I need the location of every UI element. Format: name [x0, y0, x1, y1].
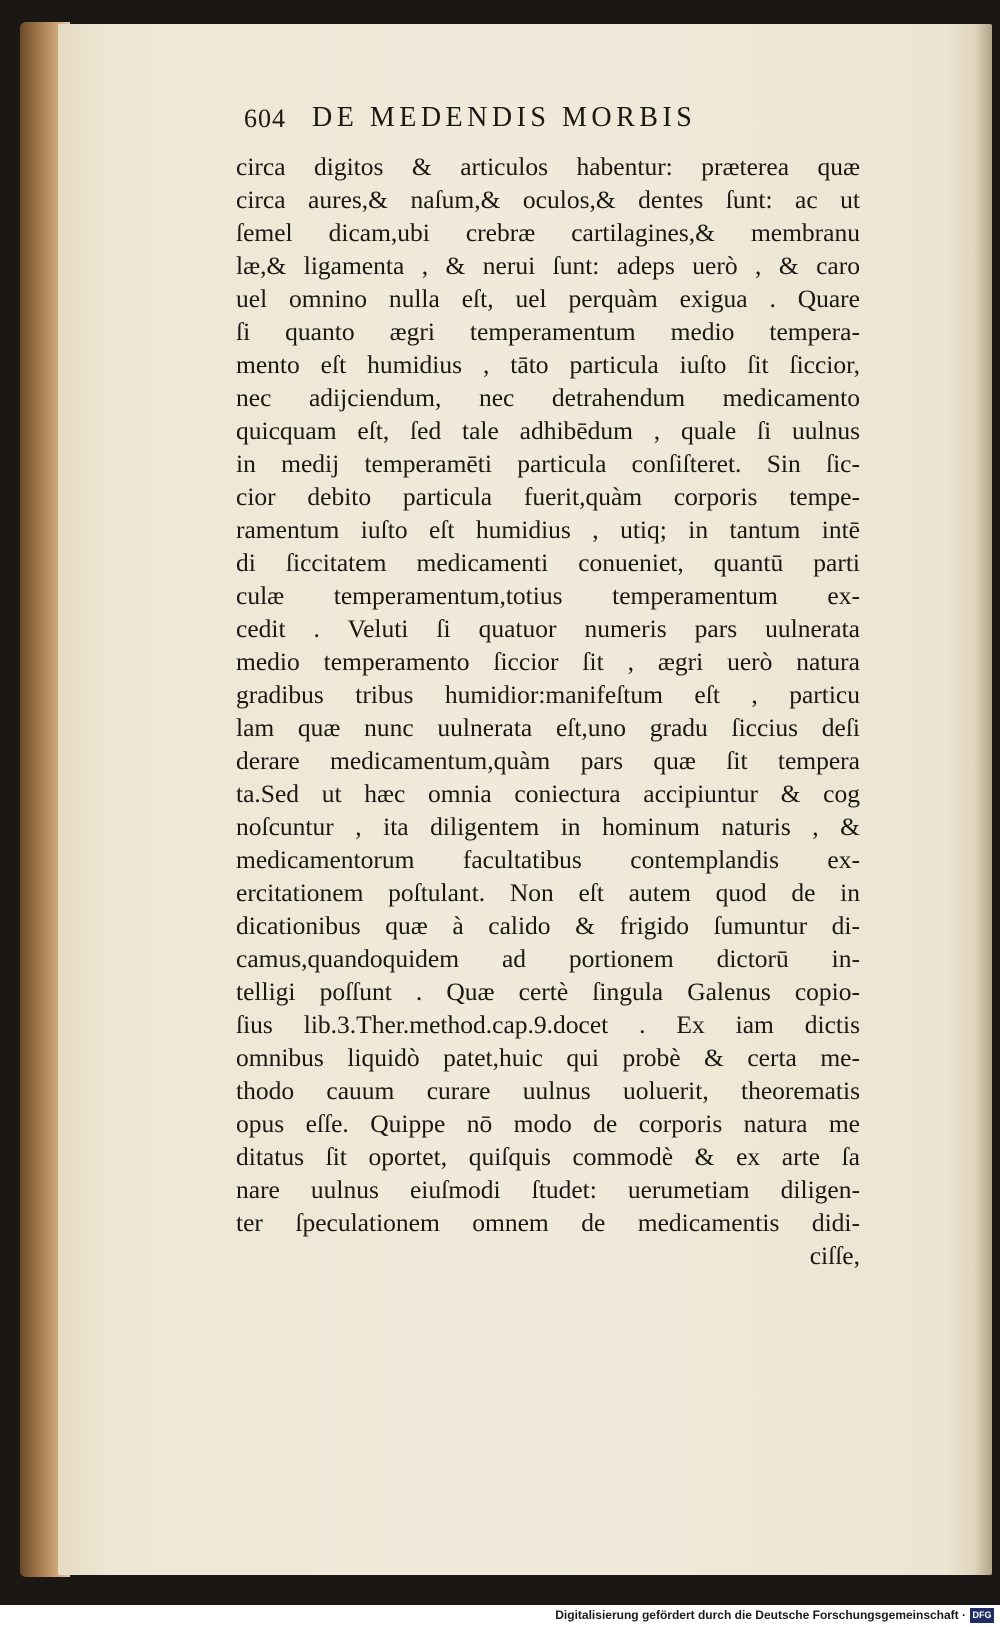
text-line: circa digitos & articulos habentur: prætereа quæ	[236, 152, 860, 181]
text-line: culæ temperamentum,totius temperamentum ex-	[236, 581, 860, 610]
page-header	[244, 100, 860, 144]
text-line: gradibus tribus humidior:manifeſtum eſt , particu	[236, 680, 860, 709]
page-gutter-shadow	[974, 24, 992, 1575]
text-line: cedit . Veluti ſi quatuor numeris pars uulnerata	[236, 614, 860, 643]
text-line: ter ſpeculationem omnem de medicamentis didi-	[236, 1208, 860, 1237]
text-line: noſcuntur , ita diligentem in hominum naturis , &	[236, 812, 860, 841]
text-line: camus,quandoquidem ad portionem dictorū in-	[236, 944, 860, 973]
text-line: medicamentorum facultatibus contemplandis ex-	[236, 845, 860, 874]
body-text	[236, 150, 860, 1272]
text-line: ſi quanto ægri temperamentum medio tempera-	[236, 317, 860, 346]
text-line: thodo cauum curare uulnus uoluerit, theorematis	[236, 1076, 860, 1105]
text-line: lam quæ nunc uulnerata eſt,uno gradu ſiccius deſi	[236, 713, 860, 742]
text-line: uel omnino nulla eſt, uel perquàm exigua . Quare	[236, 284, 860, 313]
text-line: nare uulnus eiuſmodi ſtudet: uerumetiam diligen-	[236, 1175, 860, 1204]
text-line: dicationibus quæ à calido & frigido ſumuntur di-	[236, 911, 860, 940]
text-line: di ſiccitatem medicamenti conueniet, quantū parti	[236, 548, 860, 577]
text-line: nec adijciendum, nec detrahendum medicamento	[236, 383, 860, 412]
funding-credit: Digitalisierung gefördert durch die Deutsche Forschungsgemeinschaft ·	[555, 1608, 966, 1622]
text-line: cior debito particula fuerit,quàm corporis tempe-	[236, 482, 860, 511]
text-line: quicquam eſt, ſed tale adhibēdum , quale ſi uulnus	[236, 416, 860, 445]
text-line: ſius lib.3.Ther.method.cap.9.docet . Ex iam dictis	[236, 1010, 860, 1039]
text-line: mento eſt humidius , tāto particula iuſto ſit ſiccior,	[236, 350, 860, 379]
running-title: DE MEDENDIS MORBIS	[312, 102, 697, 133]
catchword: ciſſe,	[809, 1241, 860, 1270]
text-line: in medij temperamēti particula conſiſteret. Sin ſic-	[236, 449, 860, 478]
dfg-logo: DFG	[970, 1608, 994, 1623]
text-line: ditatus ſit oportet, quiſquis commodè & ex arte ſa	[236, 1142, 860, 1171]
text-line: læ,& ligamenta , & nerui ſunt: adeps uerò , & caro	[236, 251, 860, 280]
page-number: 604	[244, 104, 286, 133]
text-line: telligi poſſunt . Quæ certè ſingula Galenus copio-	[236, 977, 860, 1006]
text-line: medio temperamento ſiccior ſit , ægri uerò natura	[236, 647, 860, 676]
text-line: ta.Sed ut hæc omnia coniectura accipiuntur & cog	[236, 779, 860, 808]
text-line: omnibus liquidò patet,huic qui probè & certa me-	[236, 1043, 860, 1072]
text-line: derare medicamentum,quàm pars quæ ſit tempera	[236, 746, 860, 775]
text-line: ſemel dicam,ubi crebræ cartilagines,& membranu	[236, 218, 860, 247]
text-line: ercitationem poſtulant. Non eſt autem quod de in	[236, 878, 860, 907]
text-line: opus eſſe. Quippe nō modo de corporis natura me	[236, 1109, 860, 1138]
text-line: ramentum iuſto eſt humidius , utiq; in tantum intē	[236, 515, 860, 544]
text-line: circa aures,& naſum,& oculos,& dentes ſunt: ac ut	[236, 185, 860, 214]
footer-bar	[0, 1605, 1000, 1627]
